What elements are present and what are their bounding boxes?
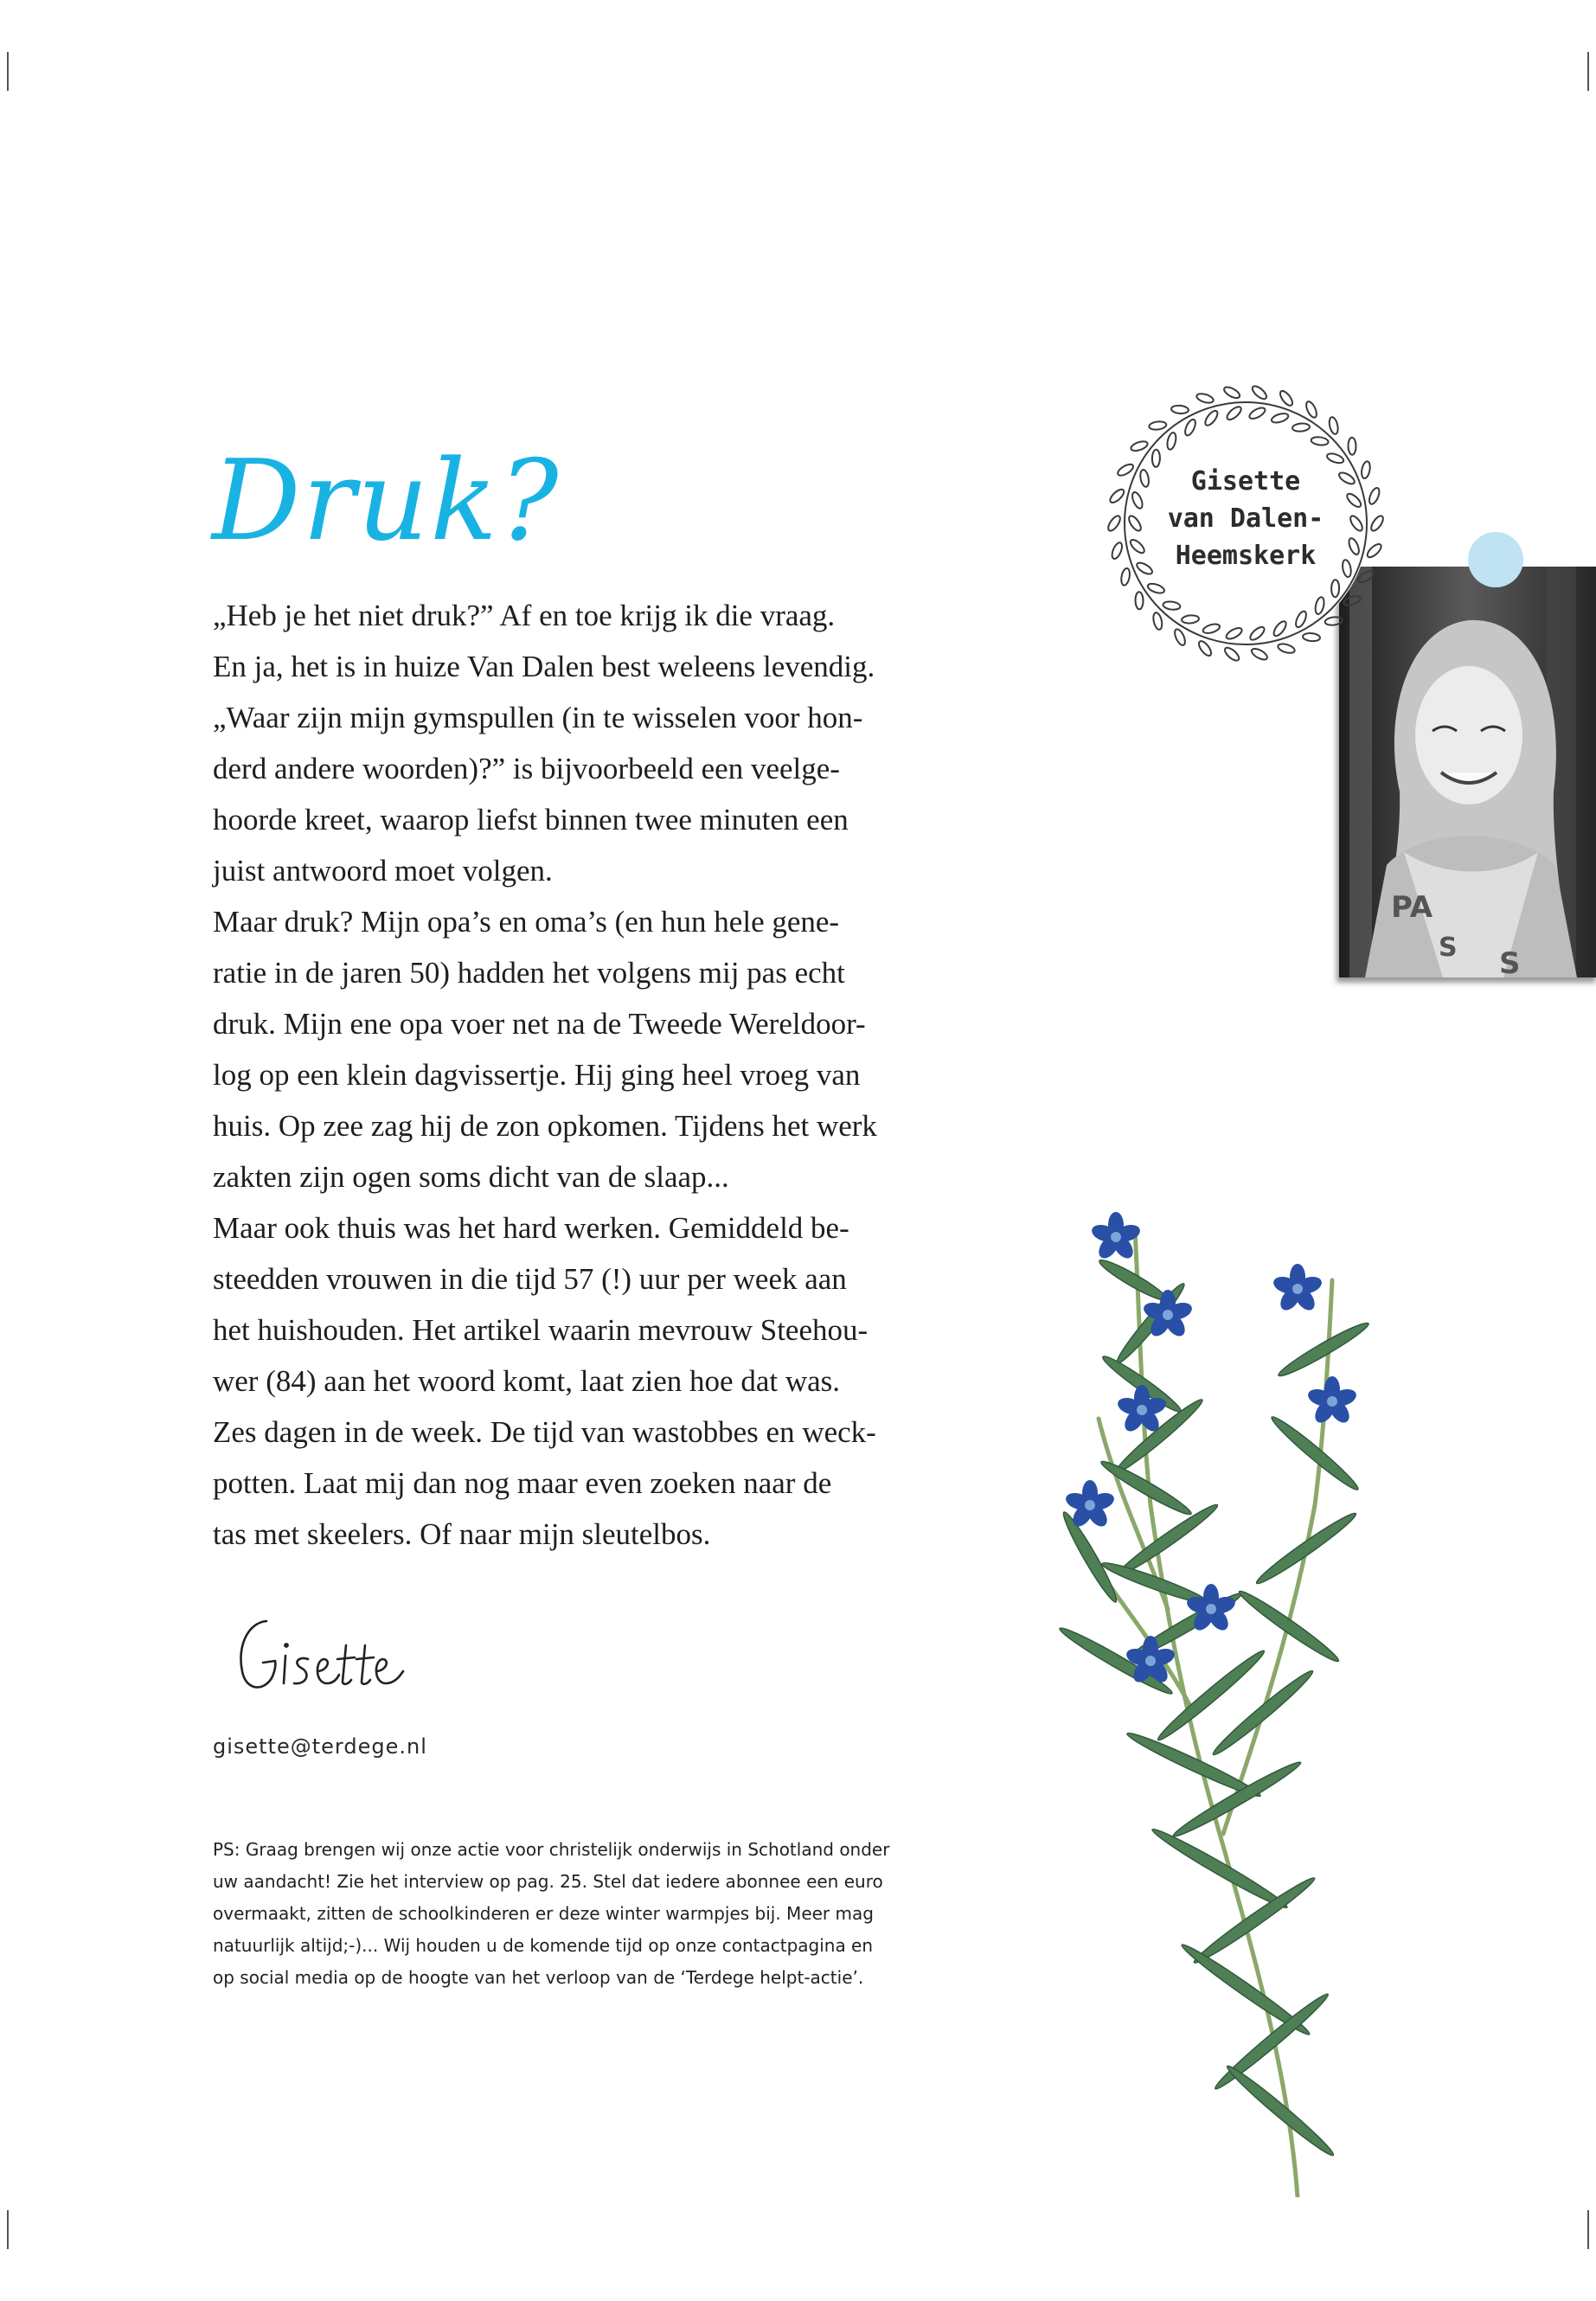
- wreath-leaf: [1135, 592, 1143, 609]
- crop-mark-bottom-left: [7, 2210, 9, 2249]
- svg-text:S: S: [1439, 933, 1458, 963]
- wreath-leaf: [1324, 616, 1343, 625]
- flower-blossom: [1306, 1376, 1359, 1426]
- wreath-leaf: [1361, 461, 1372, 479]
- body-line: „Heb je het niet druk?” Af en toe krijg ik die vraag.: [213, 599, 836, 632]
- crop-mark-bottom-right: [1587, 2210, 1589, 2249]
- author-name-line: Heemskerk: [1175, 541, 1317, 571]
- wreath-leaf: [1277, 642, 1296, 654]
- wreath-leaf: [1250, 384, 1268, 401]
- wreath-leaf: [1365, 542, 1383, 559]
- body-line: juist antwoord moet volgen.: [213, 854, 553, 888]
- wreath-leaf: [1196, 639, 1213, 657]
- wreath-leaf: [1120, 567, 1131, 586]
- wreath-leaf: [1303, 632, 1321, 642]
- wreath-leaf: [1149, 420, 1167, 430]
- body-line: En ja, het is in huize Van Dalen best weleens levendig.: [213, 650, 875, 683]
- ps-line: overmaakt, zitten de schoolkinderen er deze winter warmpjes bij. Meer mag: [213, 1903, 874, 1924]
- body-line: potten. Laat mij dan nog maar even zoeken naar de: [213, 1466, 832, 1500]
- wreath-leaf: [1106, 514, 1123, 533]
- wreath-leaf: [1278, 389, 1294, 407]
- author-email: gisette@terdege.nl: [213, 1734, 427, 1759]
- body-line: Maar ook thuis was het hard werken. Gemiddeld be-: [213, 1211, 849, 1245]
- ps-line: op social media op de hoogte van het verloop van de ‘Terdege helpt-actie’.: [213, 1967, 864, 1988]
- rosemary-leaf: [1253, 1509, 1360, 1588]
- ps-note: [213, 1834, 965, 1994]
- wreath-leaf: [1110, 542, 1124, 561]
- body-line: steedden vrouwen in die tijd 57 (!) uur per week aan: [213, 1262, 847, 1296]
- wreath-leaf: [1328, 416, 1339, 435]
- wreath-leaf: [1130, 439, 1149, 452]
- wreath-leaf: [1108, 487, 1126, 504]
- body-line: het huishouden. Het artikel waarin mevrouw Steehou-: [213, 1313, 869, 1347]
- body-line: tas met skeelers. Of naar mijn sleutelbos.: [213, 1517, 711, 1551]
- wreath-leaf: [1250, 646, 1269, 662]
- wreath-leaf: [1222, 385, 1241, 401]
- column-body: [213, 590, 952, 1560]
- body-line: log op een klein dagvissertje. Hij ging heel vroeg van: [213, 1058, 861, 1092]
- rosemary-leaf: [1059, 1509, 1121, 1606]
- svg-text:S: S: [1499, 946, 1521, 977]
- wreath-leaf: [1356, 569, 1375, 585]
- rosemary-leaf: [1097, 1255, 1170, 1304]
- wreath-leaf: [1368, 486, 1381, 505]
- flower-blossom: [1272, 1264, 1324, 1314]
- crop-mark-top-left: [7, 52, 9, 91]
- wreath-leaf: [1173, 628, 1188, 647]
- ps-line: PS: Graag brengen wij onze actie voor christelijk onderwijs in Schotland onder: [213, 1839, 890, 1860]
- wreath-leaf: [1348, 438, 1356, 455]
- body-line: druk. Mijn ene opa voer net na de Tweede Wereldoor-: [213, 1007, 866, 1041]
- crop-mark-top-right: [1587, 52, 1589, 91]
- wreath-leaf: [1116, 462, 1135, 478]
- author-name-line: Gisette: [1190, 466, 1301, 497]
- rosemary-leaf: [1268, 1413, 1362, 1494]
- body-line: ratie in de jaren 50) hadden het volgens mij pas echt: [213, 956, 845, 990]
- wreath-leaf: [1195, 392, 1215, 404]
- ps-line: uw aandacht! Zie het interview op pag. 25. Stel dat iedere abonnee een euro: [213, 1871, 883, 1892]
- author-name: [1133, 463, 1358, 574]
- body-line: wer (84) aan het woord komt, laat zien hoe dat was.: [213, 1364, 841, 1398]
- body-line: hoorde kreet, waarop liefst binnen twee minuten een: [213, 803, 849, 836]
- page-title: Druk?: [212, 437, 561, 566]
- svg-text:PA: PA: [1391, 890, 1433, 925]
- handwritten-signature: [232, 1611, 413, 1706]
- body-line: zakten zijn ogen soms dicht van de slaap...: [213, 1160, 729, 1194]
- wreath-leaf: [1304, 400, 1319, 419]
- author-name-line: van Dalen-: [1167, 503, 1324, 534]
- body-line: derd andere woorden)?” is bijvoorbeeld een veelge-: [213, 752, 840, 785]
- accent-dot: [1468, 532, 1523, 587]
- body-line: Zes dagen in de week. De tijd van wastobbes en weck-: [213, 1415, 876, 1449]
- rosemary-leaf: [1276, 1318, 1372, 1381]
- ps-line: natuurlijk altijd;-)... Wij houden u de komende tijd op onze contactpagina en: [213, 1935, 874, 1956]
- wreath-leaf: [1369, 514, 1386, 533]
- body-line: huis. Op zee zag hij de zon opkomen. Tijdens het werk: [213, 1109, 877, 1143]
- wreath-leaf: [1171, 405, 1189, 414]
- wreath-leaf: [1152, 612, 1163, 631]
- wreath-leaf: [1343, 594, 1362, 607]
- rosemary-illustration: [1038, 1176, 1401, 2197]
- body-line: Maar druk? Mijn opa’s en oma’s (en hun hele gene-: [213, 905, 840, 939]
- rosemary-leaf: [1236, 1586, 1343, 1666]
- wreath-leaf: [1223, 645, 1241, 663]
- body-line: „Waar zijn mijn gymspullen (in te wisselen voor hon-: [213, 701, 863, 734]
